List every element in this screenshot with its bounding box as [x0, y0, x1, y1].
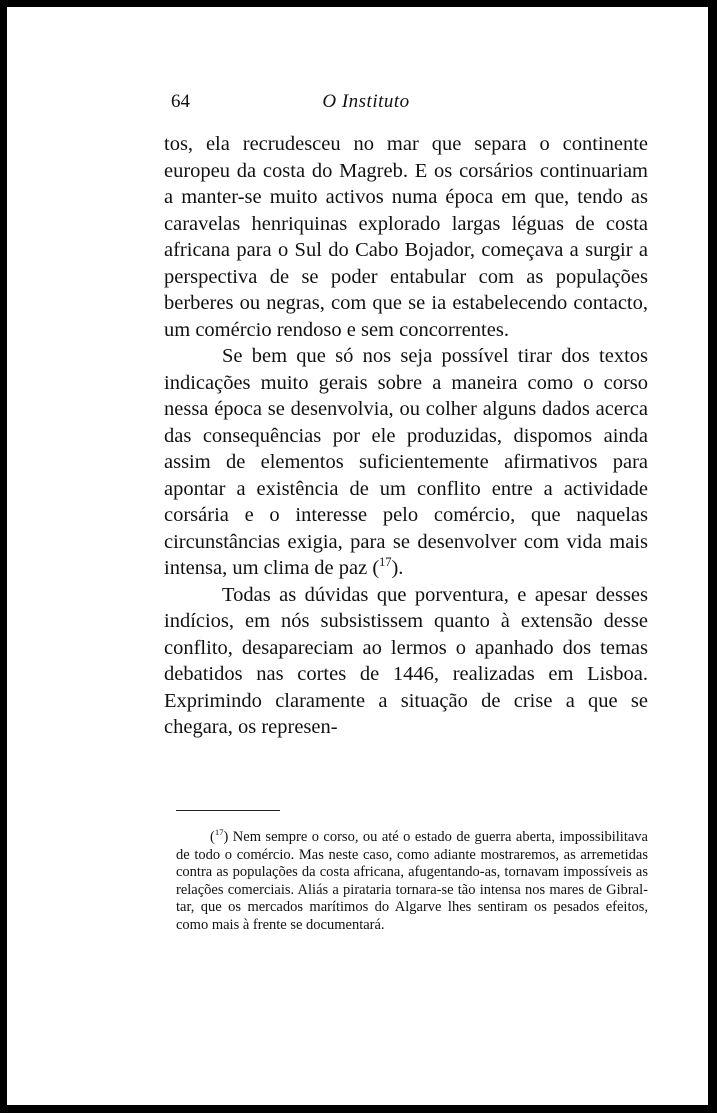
paragraph-2-text: Se bem que só nos seja possível tirar dos textos indicações muito gerais sobre a maneira como o corso nessa época se desenvolvia, ou colher alguns dados acerca das consequências por ele produzidas, dispomos ainda assim de elementos suficientemente afirmativos para apontar a existência de um conflito entre a actividade corsária e o interesse pelo comércio, que naquelas circunstâncias exigia, para se desenvolver com vida mais intensa, um clima de paz ( [164, 345, 648, 579]
paragraph-2 [164, 343, 648, 582]
paragraph-3-text: Todas as dúvidas que porventura, e apesar desses indícios, em nós subsistissem quanto à extensão desse conflito, desapareciam ao lermos o apanhado dos temas debatidos nas cortes de 1446, realizadas em Lisboa. Exprimindo claramente a situação de crise a que se chegara, os represen- [164, 583, 648, 738]
footnote-open: ( [210, 829, 215, 845]
paragraph-1 [164, 131, 648, 343]
running-title: O Instituto [322, 91, 410, 112]
footnote-close: ) [223, 829, 229, 845]
footnote-reference: 17 [379, 555, 392, 570]
page-number: 64 [171, 91, 190, 112]
book-page [7, 7, 708, 1105]
paragraph-1-text: tos, ela recrudesceu no mar que separa o continente europeu da costa do Magreb. E os corsários continuariam a manter-se muito activos numa época em que, tendo as caravelas henriquinas explorado largas léguas de costa africana para o Sul do Cabo Bojador, começava a surgir a perspectiva de se poder entabular com as populações berberes ou negras, com que se ia estabelecendo contacto, um comércio rendoso e sem concorrentes. [164, 133, 648, 341]
footnote [176, 829, 648, 934]
paragraph-3 [164, 582, 648, 741]
footnote-marker: 17 [214, 827, 224, 838]
paragraph-2-end: ). [391, 557, 404, 579]
body-text [164, 131, 648, 741]
page-header [171, 91, 561, 115]
footnote-text: Nem sempre o corso, ou até o estado de guerra aberta, impossibilitava de todo o comércio. Mas neste caso, como adiante mostraremos, as arremetidas contra as populações da costa africana, afugentando-as, tornavam impossíveis as relações comerciais. Aliás a pirataria tornara-se tão intensa nos mares de Gibraltar, que os mercados marítimos do Algarve lhes sentiram os pesados efeitos, como mais à frente se documentará. [176, 829, 648, 933]
footnote-divider [176, 810, 280, 811]
